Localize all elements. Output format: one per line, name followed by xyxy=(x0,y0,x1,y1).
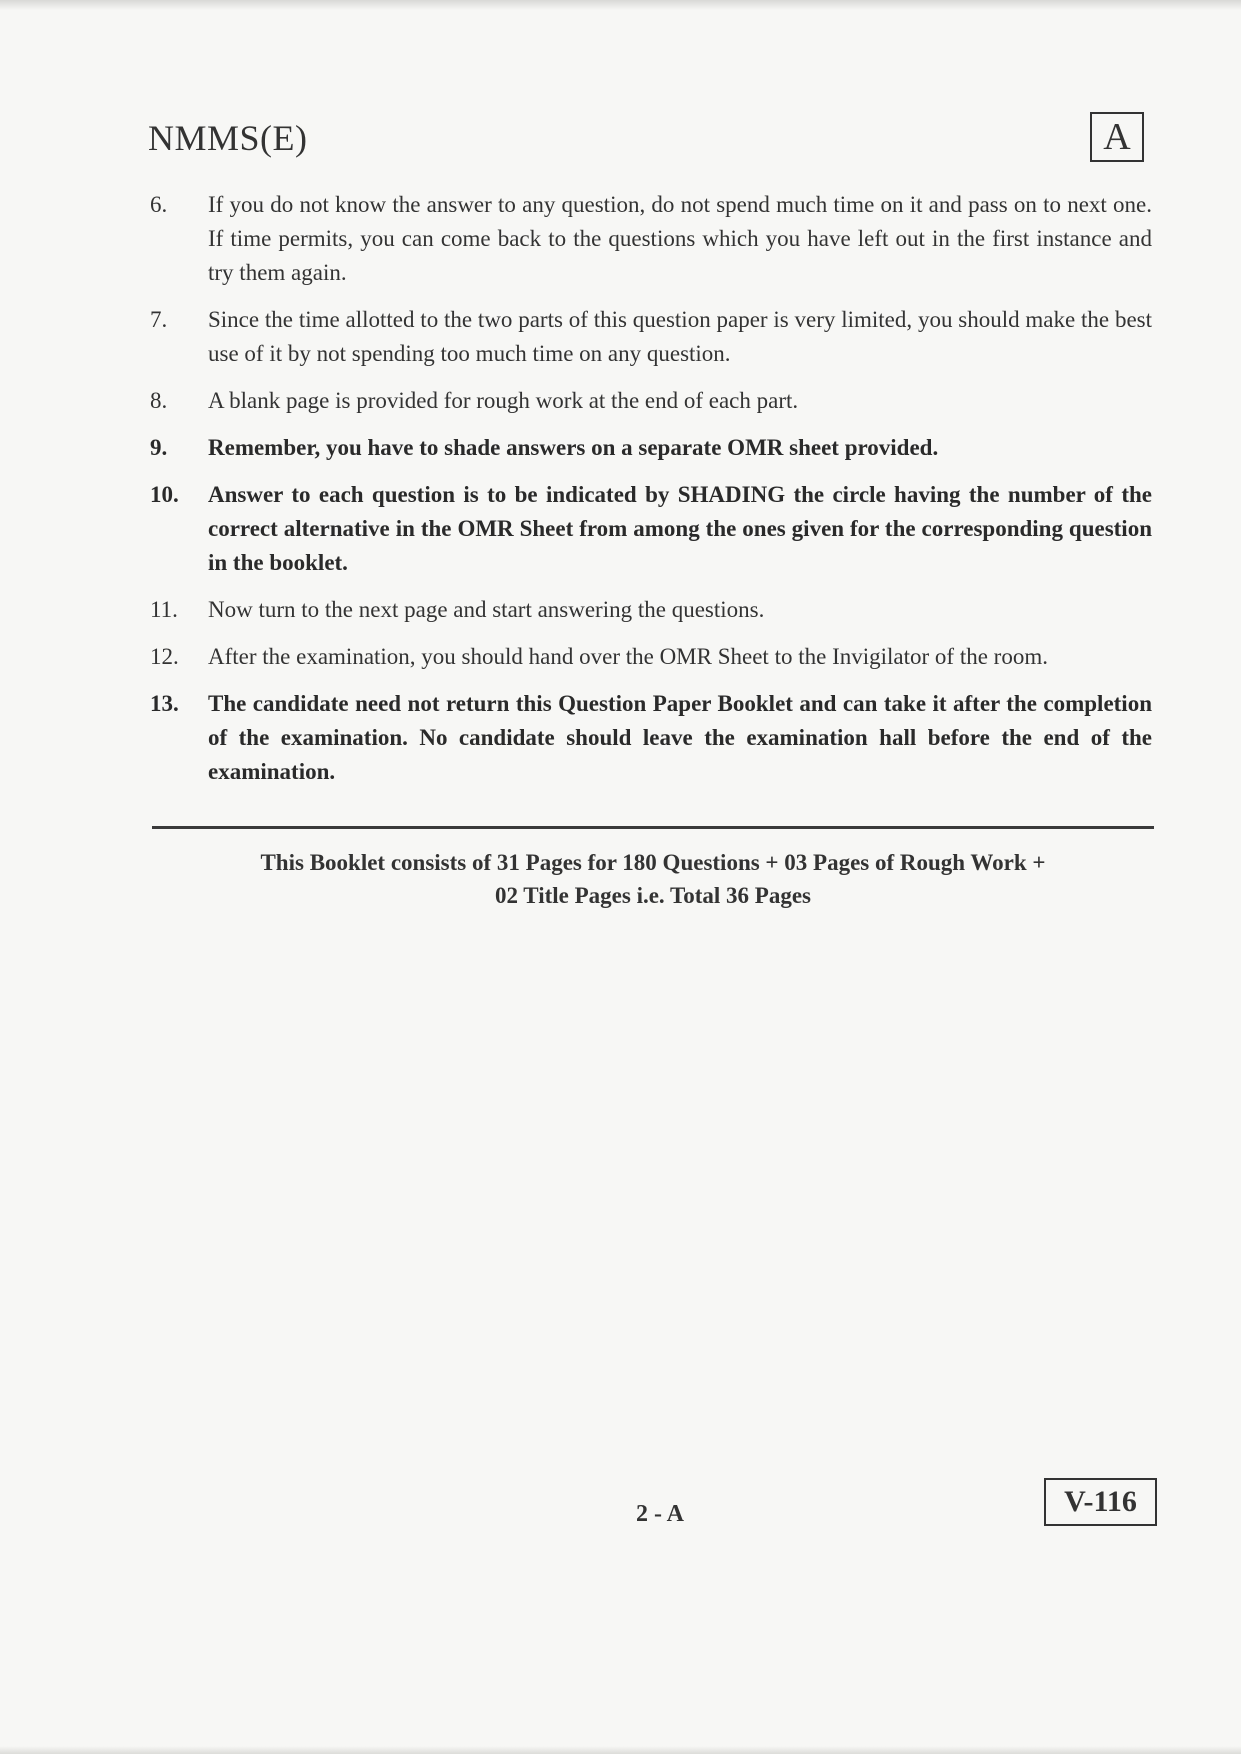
instruction-text: Since the time allotted to the two parts of this question paper is very limited, you should make the best use of it by not spending too much time on any question. xyxy=(208,307,1152,366)
instruction-text: After the examination, you should hand over the OMR Sheet to the Invigilator of the room. xyxy=(208,644,1048,669)
instruction-item xyxy=(150,188,1152,290)
instruction-item xyxy=(150,303,1152,371)
instruction-number: 10. xyxy=(150,482,179,507)
instruction-item xyxy=(150,640,1152,674)
set-label-box xyxy=(1090,112,1144,162)
paper-code-box xyxy=(1044,1478,1157,1526)
instruction-item xyxy=(150,384,1152,418)
instruction-number: 8. xyxy=(150,388,168,413)
instruction-item xyxy=(150,478,1152,580)
instruction-text: A blank page is provided for rough work at the end of each part. xyxy=(208,388,799,413)
booklet-note-line-2: 02 Title Pages i.e. Total 36 Pages xyxy=(494,883,812,908)
instruction-text: Answer to each question is to be indicated by SHADING the circle having the number of the correct alternative in the OMR Sheet from among the ones given for the corresponding question in the booklet. xyxy=(208,482,1152,575)
booklet-note xyxy=(152,846,1154,912)
scan-edge-top xyxy=(0,0,1241,10)
instruction-number: 13. xyxy=(150,691,179,716)
set-label: A xyxy=(1103,116,1131,158)
instruction-number: 11. xyxy=(150,597,178,622)
scan-edge-bottom xyxy=(0,1746,1241,1754)
instruction-number: 7. xyxy=(150,307,168,332)
instruction-number: 6. xyxy=(150,192,168,217)
booklet-note-line-1: This Booklet consists of 31 Pages for 180 Questions + 03 Pages of Rough Work + xyxy=(260,850,1046,875)
page-number: 2 - A xyxy=(636,1501,684,1527)
instruction-list xyxy=(150,188,1152,802)
instruction-item xyxy=(150,431,1152,465)
instruction-item xyxy=(150,593,1152,627)
instruction-number: 9. xyxy=(150,435,168,460)
exam-code: NMMS(E) xyxy=(148,118,308,158)
instruction-text: If you do not know the answer to any question, do not spend much time on it and pass on to next one. If time permits, you can come back to the questions which you have left out in the first instance and try them again. xyxy=(208,192,1152,285)
instruction-text: Now turn to the next page and start answering the questions. xyxy=(208,597,765,622)
instruction-number: 12. xyxy=(150,644,179,669)
paper-code: V-116 xyxy=(1064,1485,1137,1518)
instruction-text: Remember, you have to shade answers on a separate OMR sheet provided. xyxy=(208,435,939,460)
instruction-text: The candidate need not return this Question Paper Booklet and can take it after the completion of the examination. No candidate should leave the examination hall before the end of the examination. xyxy=(208,691,1152,784)
divider-rule xyxy=(152,826,1154,829)
instruction-item xyxy=(150,687,1152,789)
